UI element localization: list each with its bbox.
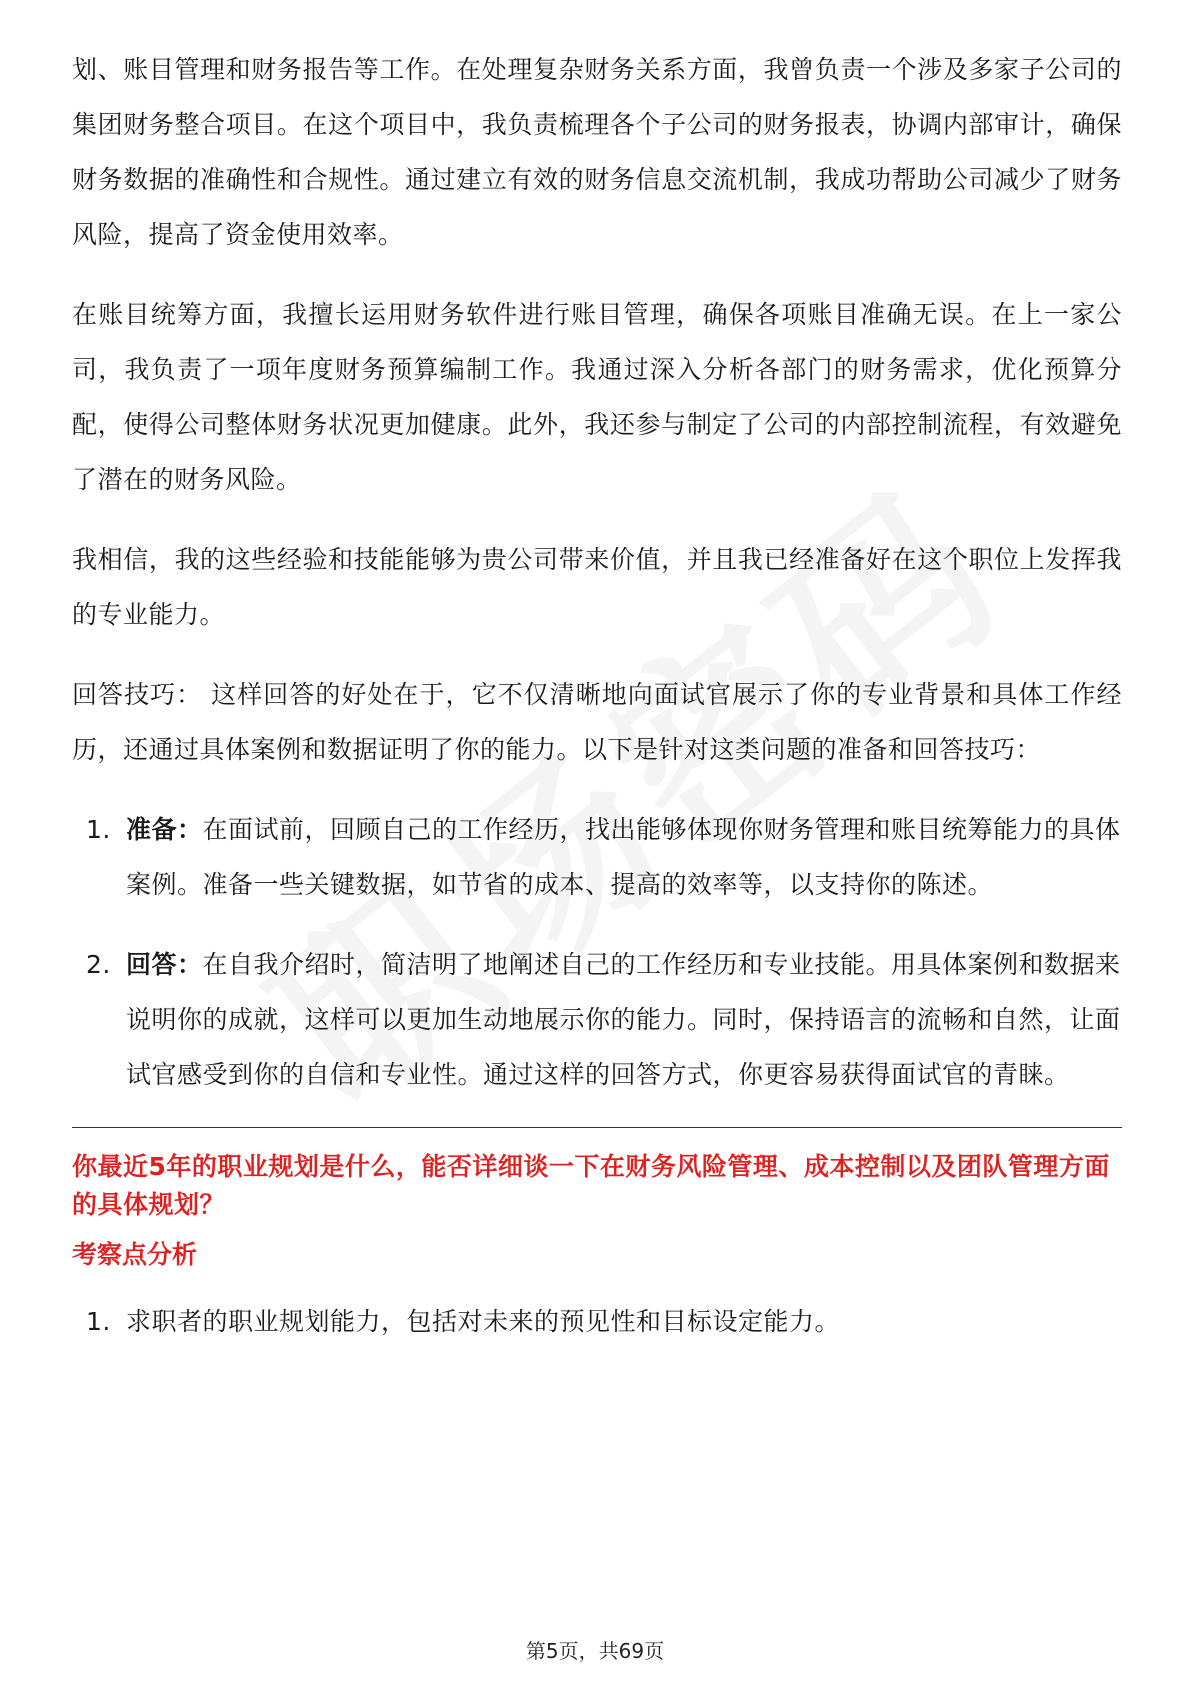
list-item-label: 回答：	[126, 950, 203, 979]
tips-list	[72, 802, 1122, 1102]
list-number: 1.	[86, 815, 111, 844]
paragraph: 我相信，我的这些经验和技能能够为贵公司带来价值，并且我已经准备好在这个职位上发挥我的专业能力。	[72, 545, 1122, 629]
analysis-heading: 考察点分析	[72, 1240, 198, 1269]
list-item-text: 在自我介绍时，简洁明了地阐述自己的工作经历和专业技能。用具体案例和数据来说明你的成就，这样可以更加生动地展示你的能力。同时，保持语言的流畅和自然，让面试官感受到你的自信和专业性。通过这样的回答方式，你更容易获得面试官的青睐。	[126, 950, 1121, 1089]
list-number: 1.	[86, 1307, 111, 1336]
list-item-text: 求职者的职业规划能力，包括对未来的预见性和目标设定能力。	[126, 1307, 841, 1336]
paragraph: 在账目统筹方面，我擅长运用财务软件进行账目管理，确保各项账目准确无误。在上一家公司，我负责了一项年度财务预算编制工作。我通过深入分析各部门的财务需求，优化预算分配，使得公司整体财务状况更加健康。此外，我还参与制定了公司的内部控制流程，有效避免了潜在的财务风险。	[72, 300, 1122, 494]
page-footer: 第5页，共69页	[525, 1639, 665, 1663]
answer-tips-intro: 回答技巧： 这样回答的好处在于，它不仅清晰地向面试官展示了你的专业背景和具体工作经历，还通过具体案例和数据证明了你的能力。以下是针对这类问题的准备和回答技巧：	[72, 680, 1122, 764]
list-number: 2.	[86, 950, 111, 979]
list-item-text: 在面试前，回顾自己的工作经历，找出能够体现你财务管理和账目统筹能力的具体案例。准备一些关键数据，如节省的成本、提高的效率等，以支持你的陈述。	[126, 815, 1121, 899]
list-item-label: 准备：	[126, 815, 203, 844]
list-item	[72, 1294, 1122, 1349]
analysis-list	[72, 1294, 1122, 1349]
page-content	[72, 42, 1122, 1374]
list-item	[72, 802, 1122, 912]
section-divider	[72, 1127, 1122, 1128]
list-item	[72, 937, 1122, 1102]
paragraph: 划、账目管理和财务报告等工作。在处理复杂财务关系方面，我曾负责一个涉及多家子公司的集团财务整合项目。在这个项目中，我负责梳理各个子公司的财务报表，协调内部审计，确保财务数据的准确性和合规性。通过建立有效的财务信息交流机制，我成功帮助公司减少了财务风险，提高了资金使用效率。	[72, 55, 1122, 249]
interview-question: 你最近5年的职业规划是什么，能否详细谈一下在财务风险管理、成本控制以及团队管理方面的具体规划？	[72, 1152, 1110, 1219]
